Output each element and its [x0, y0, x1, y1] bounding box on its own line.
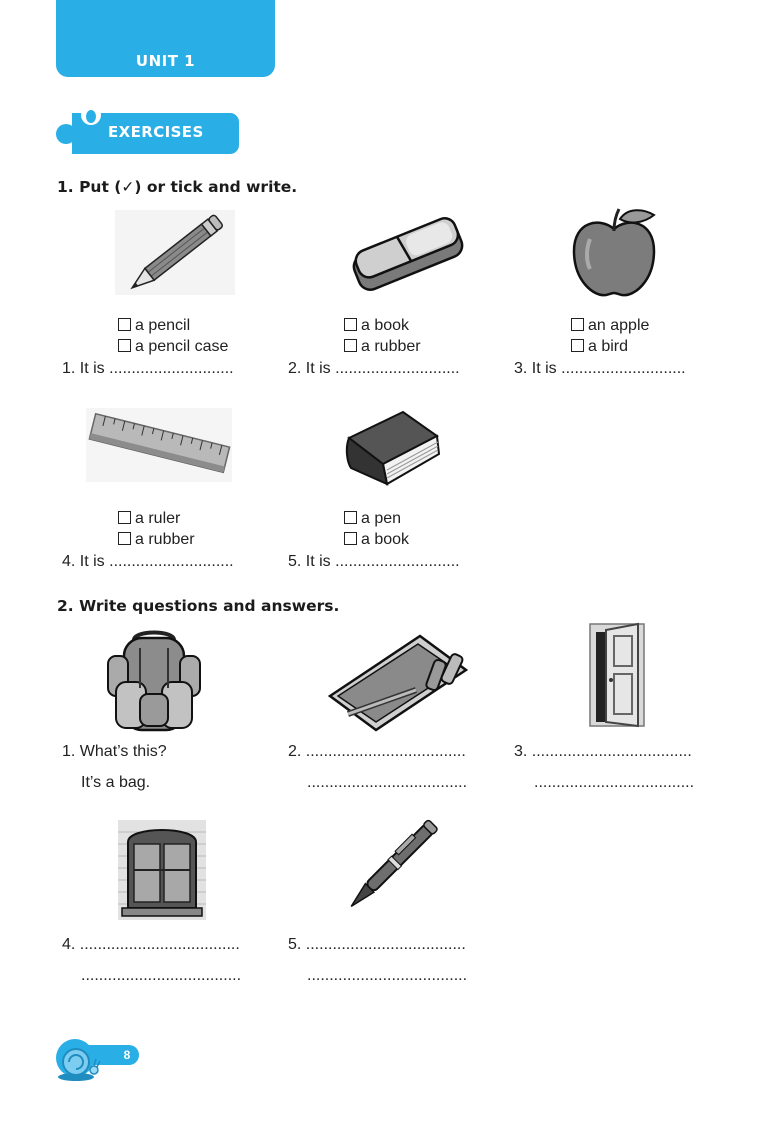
answer-1: It’s a bag. [81, 774, 151, 791]
answer-line-1[interactable]: 1. It is ............................ [62, 360, 234, 377]
option-rubber[interactable]: a rubber [344, 336, 421, 357]
option-bird[interactable]: a bird [571, 336, 628, 357]
rubber-icon [347, 206, 469, 298]
answer-line-3[interactable]: 3. It is ............................ [514, 360, 686, 377]
exercise-1-heading: 1. Put (✓) or tick and write. [57, 178, 298, 196]
option-pencil-case[interactable]: a pencil case [118, 336, 228, 357]
answer-line-5[interactable]: 5. It is ............................ [288, 553, 460, 570]
question-line-2[interactable]: 2. .................................... [288, 743, 466, 760]
question-line-3[interactable]: 3. .................................... [514, 743, 692, 760]
section-title: EXERCISES [108, 123, 204, 141]
bag-icon [104, 628, 204, 736]
door-icon [586, 622, 648, 728]
ruler-icon [86, 408, 232, 482]
answer-line-5b[interactable]: .................................... [307, 967, 468, 984]
unit-title: UNIT 1 [135, 52, 196, 70]
option-rubber-2[interactable]: a rubber [118, 529, 195, 550]
book-icon [343, 408, 443, 490]
question-line-5[interactable]: 5. .................................... [288, 936, 466, 953]
option-apple[interactable]: an apple [571, 315, 649, 336]
banner-drop [86, 110, 96, 123]
option-ruler[interactable]: a ruler [118, 508, 180, 529]
answer-line-4[interactable]: 4. It is ............................ [62, 553, 234, 570]
answer-line-3b[interactable]: .................................... [534, 774, 695, 791]
option-pen[interactable]: a pen [344, 508, 401, 529]
pen-icon [335, 818, 441, 924]
exercise-2-heading: 2. Write questions and answers. [57, 597, 340, 615]
answer-line-4b[interactable]: .................................... [81, 967, 242, 984]
apple-icon [570, 205, 658, 299]
question-line-4[interactable]: 4. .................................... [62, 936, 240, 953]
snail-icon [56, 1040, 102, 1082]
page-number: 8 [123, 1048, 131, 1062]
answer-line-2[interactable]: 2. It is ............................ [288, 360, 460, 377]
window-icon [118, 820, 206, 920]
option-pencil[interactable]: a pencil [118, 315, 190, 336]
pencil-icon [115, 210, 235, 295]
question-1: 1. What’s this? [62, 743, 167, 760]
option-book[interactable]: a book [344, 315, 409, 336]
pencil-case-icon [324, 630, 472, 734]
option-book-2[interactable]: a book [344, 529, 409, 550]
answer-line-2b[interactable]: .................................... [307, 774, 468, 791]
